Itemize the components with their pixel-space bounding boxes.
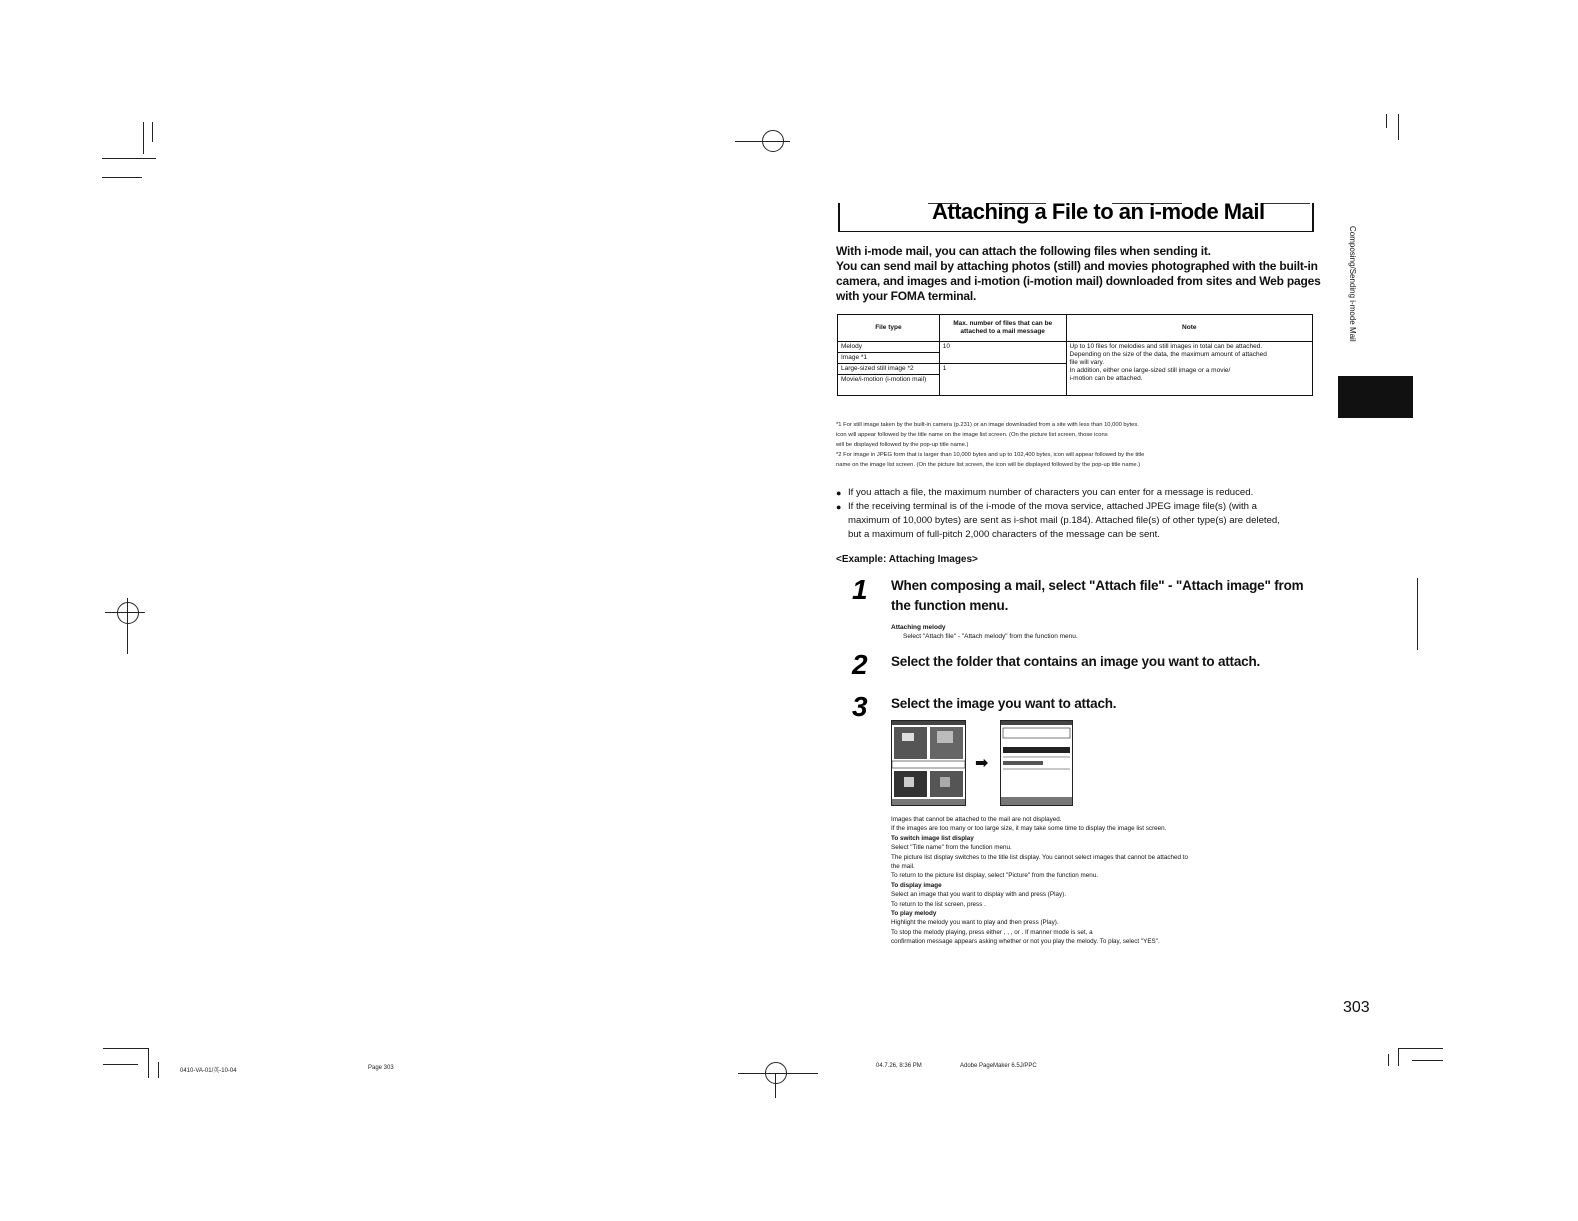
registration-mark [117, 602, 139, 624]
table-row [838, 342, 1313, 353]
note-line: To return to the picture list display, select "Picture" from the function menu. [891, 872, 1098, 880]
note-line: To stop the melody playing, press either , , , or . If manner mode is set, a [891, 928, 1093, 936]
crop-mark [1388, 1054, 1389, 1066]
note-line: In addition, either one large-sized still image or a movie/ [1069, 367, 1231, 374]
sub-text: Select "Attach file" - "Attach melody" from the function menu. [903, 633, 1078, 640]
crop-mark [103, 1064, 138, 1065]
chapter-tab [1338, 376, 1413, 418]
note-line: The picture list display switches to the title list display. You cannot select images that cannot be attached to [891, 853, 1189, 861]
picture-list-thumbnails [892, 721, 965, 805]
note-line: i-motion can be attached. [1069, 375, 1143, 382]
max-files-cell: 1 [939, 364, 1066, 396]
footnote-line: name on the image list screen. (On the picture list screen, the icon will be displayed followed by the pop-up title name.) [836, 462, 1141, 468]
crop-mark [148, 1048, 149, 1078]
arrow-right-icon: ➡ [975, 755, 989, 772]
note-heading: To play melody [891, 910, 937, 918]
max-files-cell: 10 [939, 342, 1066, 364]
crop-mark [102, 158, 156, 159]
section-title: Attaching a File to an i-mode Mail [932, 199, 1265, 224]
footnote-line: icon will appear followed by the title name on the image list screen. (On the picture list screen, those icons [836, 432, 1108, 438]
registration-mark [738, 1073, 818, 1074]
step-text [891, 652, 1260, 672]
mail-compose-screen [1000, 720, 1073, 806]
crop-mark [102, 177, 142, 178]
mail-compose-content [1001, 721, 1072, 805]
file-type-table [837, 314, 1313, 396]
intro-paragraph [836, 244, 1321, 304]
table-header: Max. number of files that can be attached to a mail message [939, 315, 1066, 342]
crop-mark [143, 122, 144, 154]
intro-line: camera, and images and i-motion (i-motion mail) downloaded from sites and Web pages [836, 274, 1321, 288]
registration-mark [105, 612, 145, 613]
registration-mark [735, 141, 790, 142]
bullet-item: ● If you attach a file, the maximum number of characters you can enter for a message is reduced. [836, 486, 1316, 500]
step1-sub [891, 623, 1078, 641]
crop-mark [103, 1048, 148, 1049]
step-text [891, 694, 1116, 714]
example-heading: <Example: Attaching Images> [836, 554, 978, 565]
footnote-line: *2 For image in JPEG form that is larger than 10,000 bytes and up to 102,400 bytes, icon will appear followed by the title [836, 452, 1145, 458]
step-line: When composing a mail, select "Attach file" - "Attach image" from [891, 578, 1304, 593]
table-header: Note [1066, 315, 1312, 342]
note-cell [1066, 342, 1312, 396]
step-number: 2 [852, 649, 868, 680]
footnote-line: *1 For still image taken by the built-in camera (p.231) or an image downloaded from a site with less than 10,000 bytes. [836, 422, 1139, 428]
section-title-box [838, 199, 1314, 232]
note-line: Select an image that you want to display with and press (Play). [891, 891, 1067, 899]
crop-mark [1398, 1048, 1443, 1049]
intro-line: With i-mode mail, you can attach the following files when sending it. [836, 244, 1211, 258]
chapter-side-label: Composing/Sending i-mode Mail [1348, 226, 1357, 342]
note-line: To return to the list screen, press . [891, 900, 986, 908]
file-type-cell: Large-sized still image *2 [838, 364, 940, 375]
crop-mark [1398, 114, 1399, 140]
crop-mark [1412, 1060, 1443, 1061]
step-number: 3 [852, 691, 868, 722]
crop-mark [1386, 114, 1387, 128]
crop-mark [1398, 1048, 1399, 1066]
intro-line: with your FOMA terminal. [836, 289, 977, 303]
registration-mark [127, 598, 128, 654]
footer-page: Page 303 [368, 1065, 394, 1071]
table-header-row [838, 315, 1313, 342]
note-line: Images that cannot be attached to the mail are not displayed. [891, 816, 1062, 823]
footnote-line: will be displayed followed by the pop-up title name.) [836, 442, 969, 448]
note-line: the mail. [891, 863, 915, 871]
note-line: file will vary. [1069, 359, 1105, 366]
table-header: File type [838, 315, 940, 342]
step-line: Select the folder that contains an image you want to attach. [891, 654, 1261, 669]
picture-list-screen [891, 720, 966, 806]
page-number: 303 [1343, 999, 1370, 1016]
step-text [891, 576, 1316, 616]
step-number: 1 [852, 574, 868, 605]
crop-mark [1417, 578, 1418, 650]
sub-heading: Attaching melody [891, 624, 946, 631]
step3-notes [891, 815, 1321, 947]
registration-mark [775, 1073, 776, 1098]
note-line: Highlight the melody you want to play and then press (Play). [891, 919, 1059, 927]
step-line: Select the image you want to attach. [891, 696, 1117, 711]
note-heading: To display image [891, 881, 942, 889]
note-heading: To switch image list display [891, 834, 974, 842]
crop-mark [158, 1062, 159, 1078]
step-line: the function menu. [891, 598, 1009, 613]
footer-date: 04.7.26, 8:36 PM [876, 1063, 922, 1069]
note-line: Up to 10 files for melodies and still images in total can be attached. [1069, 343, 1263, 350]
note-line: Select "Title name" from the function menu. [891, 844, 1012, 852]
file-type-cell: Movie/i-motion (i-motion mail) [838, 375, 940, 396]
footer-code: 0410-VA-01/英-10-04 [180, 1068, 237, 1074]
crop-mark [152, 122, 153, 142]
bullet-list [836, 486, 1316, 542]
bullet-continuation: maximum of 10,000 bytes) are sent as i-shot mail (p.184). Attached file(s) of other type(s) are deleted, [848, 515, 1280, 526]
bullet-continuation: but a maximum of full-pitch 2,000 characters of the message can be sent. [848, 529, 1160, 540]
note-line: Depending on the size of the data, the maximum amount of attached [1069, 351, 1267, 358]
note-line: If the images are too many or too large size, it may take some time to display the image list screen. [891, 825, 1167, 833]
intro-line: You can send mail by attaching photos (still) and movies photographed with the built-in [836, 259, 1318, 273]
file-type-cell: Melody [838, 342, 940, 353]
bullet-item: ● If the receiving terminal is of the i-mode of the mova service, attached JPEG image file(s) (with a [836, 500, 1316, 514]
table-footnotes [836, 420, 1316, 470]
footer-app: Adobe PageMaker 6.5J/PPC [960, 1063, 1037, 1069]
note-line: confirmation message appears asking whether or not you play the melody. To play, select "YES". [891, 938, 1160, 946]
file-type-cell: Image *1 [838, 353, 940, 364]
